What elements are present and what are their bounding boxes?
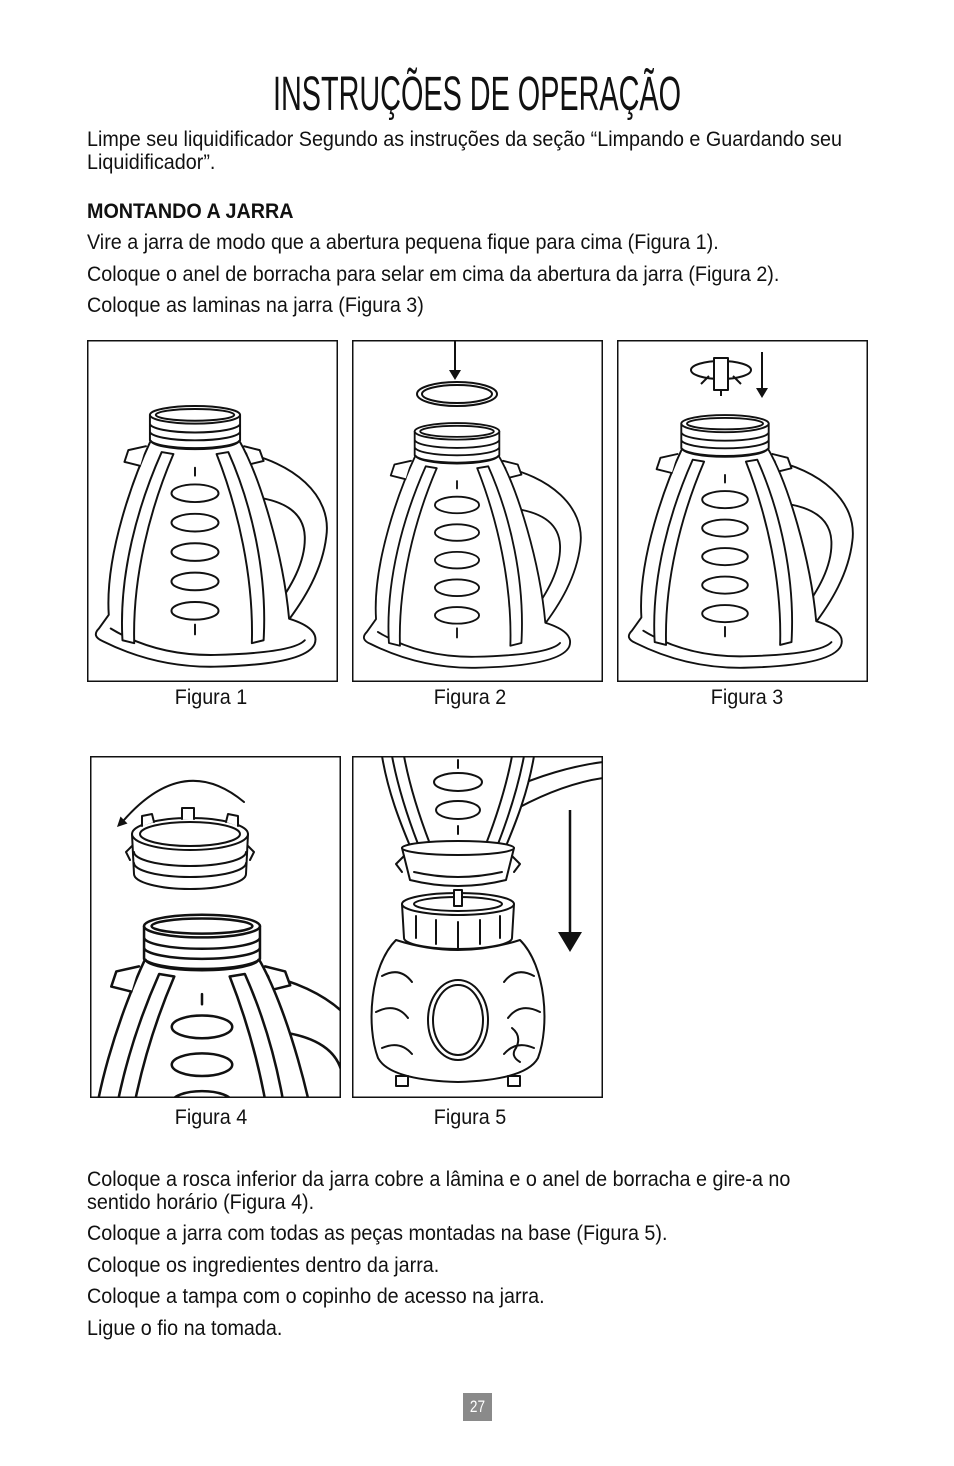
figure-3-drawing xyxy=(617,340,868,682)
motor-base xyxy=(372,890,545,1086)
figure-1-drawing xyxy=(87,340,338,682)
intro-line: Limpe seu liquidificador Segundo as instruções da seção “Limpando e Guardando seu xyxy=(87,128,842,151)
figure-caption: Figura 2 xyxy=(433,686,507,709)
jar-upright xyxy=(96,406,327,667)
jar-mark-oval xyxy=(436,801,480,819)
final-step: Coloque a rosca inferior da jarra cobre a lâmina e o anel de borracha e gire-a no xyxy=(87,1168,791,1191)
figure-caption: Figura 4 xyxy=(174,1106,248,1129)
jar-mark-oval xyxy=(434,773,482,791)
figure-caption: Figura 5 xyxy=(433,1106,507,1129)
jar-upright xyxy=(90,915,341,1098)
final-step: sentido horário (Figura 4). xyxy=(87,1191,315,1214)
final-step: Coloque os ingredientes dentro da jarra. xyxy=(87,1254,440,1277)
figure-caption: Figura 3 xyxy=(710,686,784,709)
down-arrow-head xyxy=(558,932,582,952)
motor-base-foot-left xyxy=(396,1076,408,1086)
section-heading: MONTANDO A JARRA xyxy=(87,200,294,223)
final-step: Coloque a jarra com todas as peças montadas na base (Figura 5). xyxy=(87,1222,668,1245)
figure-5-drawing xyxy=(352,756,603,1098)
assembly-step: Coloque as laminas na jarra (Figura 3) xyxy=(87,294,424,317)
down-arrow-head xyxy=(756,388,768,398)
assembly-step: Coloque o anel de borracha para selar em cima da abertura da jarra (Figura 2). xyxy=(87,263,780,286)
blade-hub xyxy=(714,358,728,390)
page-number-badge xyxy=(463,1393,492,1421)
figure-2-drawing xyxy=(352,340,603,682)
bottom-thread-ring xyxy=(126,808,254,889)
blade-assembly xyxy=(691,358,751,396)
motor-spindle xyxy=(454,890,462,906)
rubber-ring xyxy=(417,382,497,406)
final-step: Coloque a tampa com o copinho de acesso na jarra. xyxy=(87,1285,545,1308)
final-step: Ligue o fio na tomada. xyxy=(87,1317,283,1340)
page-number: 27 xyxy=(469,1397,486,1416)
figure-1 xyxy=(87,340,338,682)
figure-4-drawing xyxy=(90,756,341,1098)
assembly-step: Vire a jarra de modo que a abertura pequena fique para cima (Figura 1). xyxy=(87,231,719,254)
rubber-ring-inner xyxy=(422,385,492,403)
down-arrow-head xyxy=(449,370,461,380)
figure-5 xyxy=(352,756,603,1098)
page-title: INSTRUÇÕES DE OPERAÇÃO xyxy=(272,68,682,121)
figure-2 xyxy=(352,340,603,682)
figure-caption: Figura 1 xyxy=(174,686,248,709)
figure-3 xyxy=(617,340,868,682)
jar-upright xyxy=(364,423,581,668)
motor-base-foot-right xyxy=(508,1076,520,1086)
figure-4 xyxy=(90,756,341,1098)
jar-upright xyxy=(629,415,853,668)
intro-line: Liquidificador”. xyxy=(87,151,216,174)
blade-collar-top xyxy=(402,841,514,855)
motor-base-window xyxy=(428,980,488,1060)
